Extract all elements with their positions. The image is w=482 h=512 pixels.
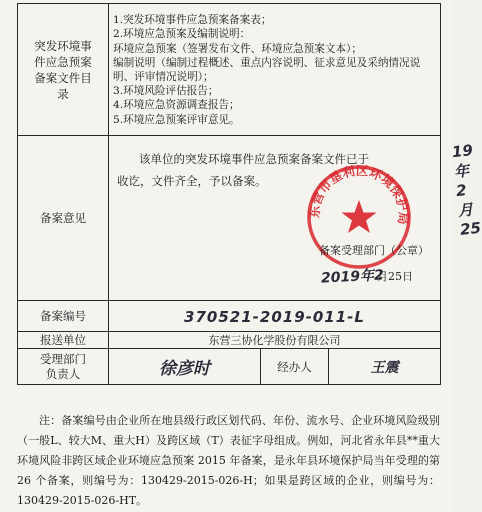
docs-item: 编制说明（编制过程概述、重点内容说明、征求意见及采纳情况说明、评审情况说明）；: [113, 56, 421, 83]
sign-date-suffix: 月25日: [377, 270, 413, 283]
record-no-value: 370521-2019-011-L: [184, 307, 365, 326]
accepting-dept-label: 备案受理部门（公章）: [319, 244, 429, 257]
docs-item: 4.环境应急资源调查报告；: [113, 99, 240, 112]
docs-row: [18, 4, 441, 136]
dept-head-signature: 徐彦时: [109, 349, 261, 385]
docs-label: 突发环境事件应急预案备案文件目录: [18, 4, 109, 136]
docs-item: 2.环境应急预案及编制说明：: [113, 28, 251, 41]
seal-text: 东营市垦利区环境保护局: [306, 162, 412, 226]
record-no-label: 备案编号: [18, 301, 109, 332]
docs-item: 1.突发环境事件应急预案备案表；: [113, 14, 272, 27]
handwritten-sign-date: 2019年2: [320, 267, 385, 287]
handler-signature: 王震: [329, 349, 441, 385]
docs-item: 环境应急预案（签署发布文件、环境应急预案文本）；: [113, 42, 362, 55]
opinion-text: 该单位的突发环境事件应急预案备案文件已于 收讫，文件齐全，予以备案。: [117, 152, 438, 188]
submit-unit-label: 报送单位: [18, 332, 109, 349]
handwritten-receipt-date: 19年2月25: [451, 141, 482, 239]
opinion-row: [18, 136, 441, 301]
dept-head-label: 受理部门负责人: [18, 349, 109, 385]
opinion-cell: [109, 136, 482, 301]
submit-unit-row: [18, 332, 441, 349]
record-form-table: [17, 3, 482, 385]
handler-label: 经办人: [261, 349, 329, 385]
footnote: 注：备案编号由企业所在地县级行政区划代码、年份、流水号、企业环境风险级别（一般L、较大M、重大H）及跨区域（T）表征字母组成。例如，河北省永年县**重大环境风险非跨区域企业环境应急预案 2015 年备案，是永年县环境保护局当年受理的第 26 个备案，则编号为：130429-2015-026-H；如果是跨区域的企业，则编号为：130429-2015-026-HT。: [17, 414, 440, 507]
docs-item: 5.环境应急预案评审意见。: [113, 113, 240, 126]
submit-unit-value: 东营三协化学股份有限公司: [109, 332, 441, 349]
signature-row: [18, 349, 441, 385]
opinion-label: 备案意见: [18, 136, 109, 301]
docs-list: [109, 4, 441, 136]
record-no-row: [18, 301, 441, 332]
docs-item: 3.环境风险评估报告；: [113, 85, 219, 98]
